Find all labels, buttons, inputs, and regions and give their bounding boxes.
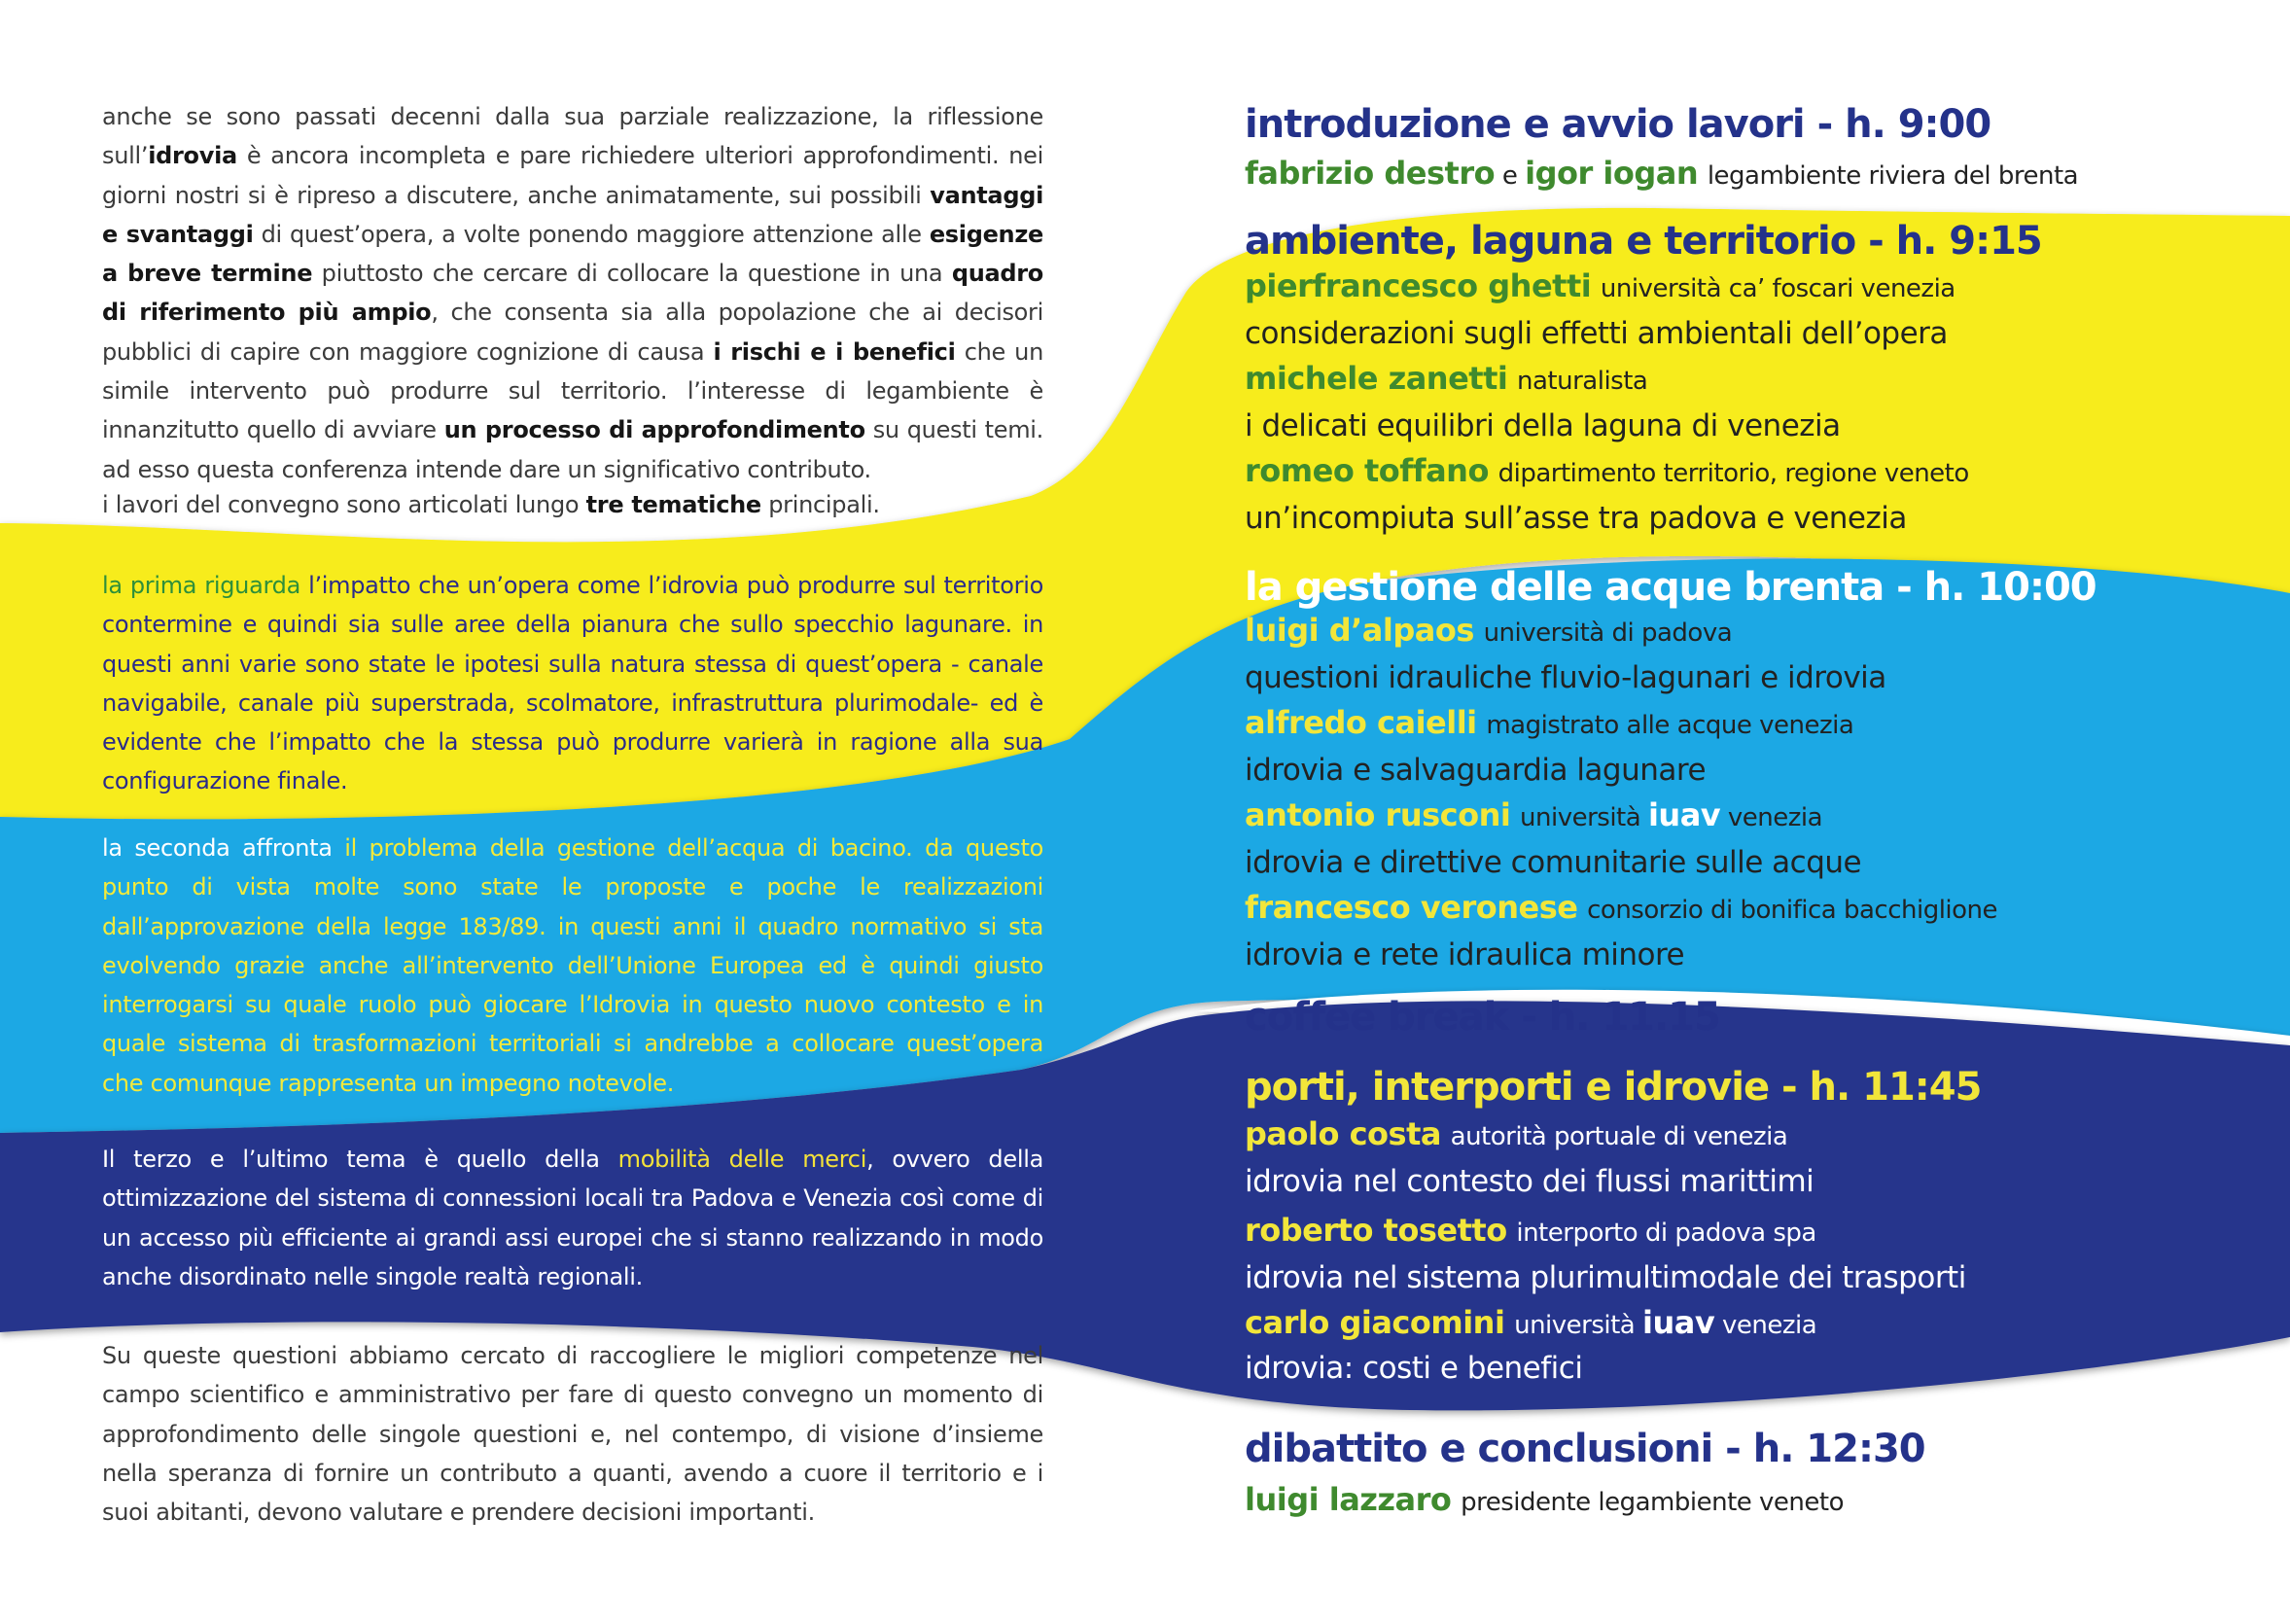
body-text: i lavori del convegno sono articolati lungo bbox=[102, 491, 586, 518]
affiliation-text: venezia bbox=[1720, 803, 1823, 832]
emphasis-text: quadro di riferimento più ampio bbox=[102, 260, 1043, 327]
body-text: Il terzo e l’ultimo tema è quello della bbox=[102, 1146, 618, 1173]
speaker-name: luigi lazzaro bbox=[1245, 1481, 1452, 1518]
theme-second-paragraph bbox=[102, 829, 1043, 1103]
program-section-porti bbox=[1245, 1064, 2275, 1388]
speaker-affiliation: naturalista bbox=[1517, 367, 1648, 396]
speaker-name: romeo toffano bbox=[1245, 452, 1489, 489]
speaker-affiliation: presidente legambiente veneto bbox=[1461, 1488, 1844, 1517]
program-section-conclusioni bbox=[1245, 1426, 2275, 1522]
speaker-affiliation: dipartimento territorio, regione veneto bbox=[1497, 459, 1969, 488]
speaker-name: fabrizio destro bbox=[1245, 155, 1496, 192]
theme-third-paragraph bbox=[102, 1140, 1043, 1296]
speaker-list bbox=[1245, 1114, 2275, 1388]
speaker-name: antonio rusconi bbox=[1245, 796, 1511, 833]
body-text: il problema della gestione dell’acqua di bacino. da questo punto di vista molte sono state le proposte e poche le realizzazioni dall’approvazione della legge 183/89. in questi anni il quadro normativo si sta evolvendo grazie anche all’intervento dell’Unione Europea ed è quindi giusto interrogarsi su quale ruolo può giocare l’Idrovia in questo nuovo contesto e in quale sistema di trasformazioni territoriali si andrebbe a collocare quest’opera che comunque rappresenta un impegno notevole. bbox=[102, 834, 1043, 1097]
speaker-line bbox=[1245, 154, 2275, 195]
coffee-break-title: coffee break - h. 11.15 bbox=[1245, 995, 1720, 1040]
section-title: porti, interporti e idrovie - h. 11:45 bbox=[1245, 1065, 1982, 1110]
body-text: piuttosto che cercare di collocare la questione in una bbox=[312, 260, 952, 288]
speaker-name: alfredo caielli bbox=[1245, 704, 1477, 741]
emphasis-text: idrovia bbox=[148, 142, 237, 170]
speaker-name: pierfrancesco ghetti bbox=[1245, 267, 1592, 304]
speaker-line bbox=[1245, 703, 2275, 745]
body-text: , che consenta sia alla popolazione che ai decisori pubblici di capire con maggiore cognizione di causa bbox=[102, 299, 1043, 366]
speaker-name: michele zanetti bbox=[1245, 360, 1508, 397]
iuav-mark: iuav bbox=[1647, 796, 1721, 833]
iuav-mark: iuav bbox=[1642, 1304, 1715, 1341]
affiliation-text: università bbox=[1520, 803, 1648, 832]
speaker-line bbox=[1245, 359, 2275, 401]
affiliation-text: università bbox=[1514, 1311, 1643, 1340]
speaker-line bbox=[1245, 451, 2275, 493]
intro-paragraph bbox=[102, 97, 1043, 489]
speaker-affiliation: università di padova bbox=[1483, 618, 1733, 648]
speaker-list bbox=[1245, 266, 2275, 538]
program-section-intro bbox=[1245, 101, 2275, 195]
section-title: dibattito e conclusioni - h. 12:30 bbox=[1245, 1427, 1925, 1471]
emphasis-text: esigenze a breve termine bbox=[102, 220, 1043, 288]
speaker-line bbox=[1245, 795, 2275, 837]
program-coffee-break bbox=[1245, 994, 2275, 1041]
body-text: è ancora incompleta e pare richiedere ulteriori approfondimenti. nei giorni nostri si è ripreso a discutere, anche animatamente, sui possibili bbox=[102, 142, 1043, 209]
speaker-affiliation bbox=[1520, 796, 1823, 833]
talk-title: un’incompiuta sull’asse tra padova e venezia bbox=[1245, 501, 1907, 536]
speaker-affiliation: consorzio di bonifica bacchiglione bbox=[1587, 896, 1998, 925]
speaker-line bbox=[1245, 611, 2275, 653]
talk-title: i delicati equilibri della laguna di venezia bbox=[1245, 408, 1841, 443]
body-text: che un simile intervento può produrre sul territorio. l’interesse di legambiente è innanzitutto quello di avviare bbox=[102, 337, 1043, 444]
program-section-acque bbox=[1245, 564, 2275, 974]
speaker-name: luigi d’alpaos bbox=[1245, 612, 1474, 649]
conjunction: e bbox=[1495, 161, 1526, 191]
speaker-line bbox=[1245, 888, 2275, 930]
speaker-line bbox=[1245, 266, 2275, 308]
speaker-line bbox=[1245, 1480, 2275, 1522]
talk-title: questioni idrauliche fluvio-lagunari e idrovia bbox=[1245, 660, 1886, 695]
talk-title: idrovia: costi e benefici bbox=[1245, 1351, 1583, 1386]
speaker-affiliation: magistrato alle acque venezia bbox=[1486, 711, 1854, 740]
body-text: anche se sono passati decenni dalla sua parziale realizzazione, la riflessione sull’ bbox=[102, 103, 1043, 170]
speaker-line bbox=[1245, 1211, 2275, 1253]
section-title: ambiente, laguna e territorio - h. 9:15 bbox=[1245, 219, 2042, 264]
closing-paragraph: Su queste questioni abbiamo cercato di raccogliere le migliori competenze nel campo scientifico e amministrativo per fare di questo convegno un momento di approfondimento delle singole questioni e, nel contempo, di visione d’insieme nella speranza di fornire un contributo a quanti, avendo a cuore il territorio e i suoi abitanti, devono valutare e prendere decisioni importanti. bbox=[102, 1342, 1043, 1527]
highlight-text: la prima riguarda bbox=[102, 572, 300, 599]
emphasis-text: un processo di approfondimento bbox=[443, 416, 865, 444]
speaker-affiliation bbox=[1514, 1304, 1817, 1341]
speaker-name: carlo giacomini bbox=[1245, 1304, 1505, 1341]
speaker-line bbox=[1245, 1303, 2275, 1345]
talk-title: idrovia e salvaguardia lagunare bbox=[1245, 753, 1707, 788]
theme-first-paragraph bbox=[102, 566, 1043, 801]
speaker-name: francesco veronese bbox=[1245, 889, 1578, 926]
emphasis-text: i rischi e i benefici bbox=[713, 337, 956, 366]
highlight-text: mobilità delle merci bbox=[617, 1146, 867, 1173]
body-text: su questi temi. ad esso questa conferenza intende dare un significativo contributo. bbox=[102, 416, 1043, 483]
intro-themes-sentence bbox=[102, 485, 1043, 524]
body-text: principali. bbox=[760, 491, 880, 518]
speaker-affiliation: interporto di padova spa bbox=[1516, 1218, 1816, 1248]
speaker-affiliation: autorità portuale di venezia bbox=[1450, 1122, 1788, 1151]
emphasis-text: tre tematiche bbox=[585, 491, 761, 518]
body-text: , ovvero della ottimizzazione del sistema di connessioni locali tra Padova e Venezia così come di un accesso più efficiente ai grandi assi europei che si stanno realizzando in modo anche disordinato nelle singole realtà regionali. bbox=[102, 1146, 1043, 1290]
body-text: l’impatto che un’opera come l’idrovia può produrre sul territorio contermine e quindi sia sulle aree della pianura che sullo specchio lagunare. in questi anni varie sono state le ipotesi sulla natura stessa di quest’opera - canale navigabile, canale più superstrada, scolmatore, infrastruttura plurimodale- ed è evidente che l’impatto che la stessa può produrre varierà in ragione alla sua configurazione finale. bbox=[102, 572, 1043, 795]
body-text: di quest’opera, a volte ponendo maggiore attenzione alle bbox=[253, 220, 930, 248]
talk-title: idrovia e rete idraulica minore bbox=[1245, 937, 1685, 972]
speaker-name: igor iogan bbox=[1525, 155, 1699, 192]
talk-title: considerazioni sugli effetti ambientali dell’opera bbox=[1245, 316, 1948, 351]
speaker-list bbox=[1245, 611, 2275, 974]
speaker-affiliation: legambiente riviera del brenta bbox=[1707, 161, 2079, 191]
program-section-ambiente bbox=[1245, 218, 2275, 538]
speaker-name: roberto tosetto bbox=[1245, 1212, 1507, 1249]
section-title: introduzione e avvio lavori - h. 9:00 bbox=[1245, 102, 1991, 147]
speaker-line bbox=[1245, 1114, 2275, 1156]
talk-title: idrovia e direttive comunitarie sulle acque bbox=[1245, 845, 1862, 880]
emphasis-text: vantaggi e svantaggi bbox=[102, 181, 1043, 248]
section-title: la gestione delle acque brenta - h. 10:00 bbox=[1245, 565, 2096, 610]
affiliation-text: venezia bbox=[1714, 1311, 1817, 1340]
talk-title: idrovia nel contesto dei flussi marittimi bbox=[1245, 1164, 1814, 1199]
highlight-text: la seconda affronta bbox=[102, 834, 333, 862]
talk-title: idrovia nel sistema plurimultimodale dei trasporti bbox=[1245, 1260, 1966, 1295]
speaker-affiliation: università ca’ foscari venezia bbox=[1600, 274, 1955, 303]
speaker-name: paolo costa bbox=[1245, 1115, 1441, 1152]
